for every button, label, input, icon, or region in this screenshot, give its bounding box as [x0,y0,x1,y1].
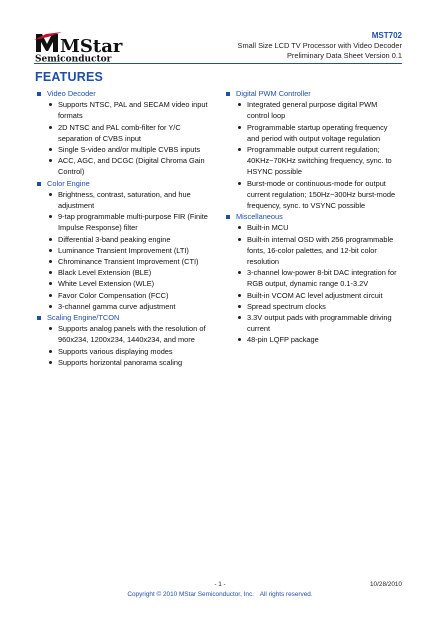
bullet-icon [238,271,241,274]
bullet-icon [49,215,52,218]
list-item [58,267,226,278]
list-item [58,245,226,256]
list-item-line: 40KHz~70KHz switching frequency, sync. to [247,156,392,166]
section-heading-text: Color Engine [47,178,90,188]
list-item [247,334,405,345]
bullet-icon [49,148,52,151]
list-item-line: Integrated general purpose digital PWM [247,100,378,110]
list-item [58,323,226,345]
list-item-line: current [247,324,271,334]
list-item-line: Programmable output current regulation; [247,145,380,155]
list-item [58,256,226,267]
page-number: - 1 - [214,581,226,588]
bullet-icon [49,327,52,330]
bullet-icon [238,294,241,297]
section-heading-text: Scaling Engine/TCON [47,313,120,323]
list-item [58,211,226,233]
list-item [58,290,226,301]
document-date: 10/28/2010 [370,581,402,588]
document-subtitle: Small Size LCD TV Processor with Video Decoder [237,41,402,50]
list-item-line: ACC, AGC, and DCGC (Digital Chroma Gain [58,156,205,166]
feature-list [36,189,226,312]
logo-subtext: Semiconductor [35,54,112,64]
section-heading [36,88,226,99]
document-header [238,30,402,61]
header-rule [34,63,402,64]
list-item-line: formats [58,111,83,121]
list-item-line: Supports horizontal panorama scaling [58,357,183,367]
bullet-icon [49,260,52,263]
list-item [247,144,405,178]
list-item-line: 9-tap programmable multi-purpose FIR (Finite [58,212,208,222]
list-item-line: Programmable startup operating frequency [247,122,388,132]
bullet-icon [49,126,52,129]
bullet-icon [49,159,52,162]
feature-list [36,323,226,368]
list-item-line: current regulation; 150Hz~300Hz burst-mode [247,189,396,199]
list-item-line: Burst-mode or continuous-mode for output [247,178,386,188]
bullet-icon [49,294,52,297]
feature-list [225,99,405,211]
list-item-line: Single S-video and/or multiple CVBS inputs [58,145,201,155]
list-item-line: 3-channel gamma curve adjustment [58,301,176,311]
list-item-line: Control) [58,167,85,177]
list-item-line: adjustment [58,201,95,211]
list-item [247,122,405,144]
section-heading [225,211,405,222]
rights-text: All rights reserved. [259,591,313,598]
list-item-line: resolution [247,257,280,267]
page-title: FEATURES [35,70,104,84]
square-bullet-icon [37,182,41,186]
section-heading-text: Digital PWM Controller [236,89,311,98]
bullet-icon [238,182,241,185]
bullet-icon [49,282,52,285]
list-item-line: control loop [247,111,286,121]
bullet-icon [49,193,52,196]
list-item-line: Built-in MCU [247,223,289,233]
bullet-icon [238,316,241,319]
bullet-icon [49,249,52,252]
list-item [247,312,405,334]
bullet-icon [238,305,241,308]
list-item [58,234,226,245]
section-heading-text: Miscellaneous [236,212,283,222]
list-item-line: Luminance Transient Improvement (LTI) [58,245,189,255]
copyright-text: Copyright © 2010 MStar Semiconductor, Inc. [127,591,254,598]
list-item [247,222,405,233]
square-bullet-icon [37,92,41,96]
bullet-icon [49,238,52,241]
copyright-line [0,591,440,598]
list-item-line: frequency, sync. to VSYNC possible [247,201,366,211]
list-item [58,99,226,121]
document-version: Preliminary Data Sheet Version 0.1 [286,51,402,60]
list-item-line: separation of CVBS input [58,133,141,143]
feature-list [36,99,226,177]
list-item [247,234,405,268]
list-item [247,267,405,289]
list-item-line: Built-in VCOM AC level adjustment circuit [247,290,383,300]
list-item [58,144,226,155]
square-bullet-icon [37,316,41,320]
list-item-line: HSYNC possible [247,167,303,177]
bullet-icon [49,350,52,353]
logo-wordmark: MStar [60,36,123,57]
list-item-line: 3.3V output pads with programmable driving [247,313,392,323]
list-item-line: fonts, 16-color palettes, and 12-bit color [247,245,377,255]
list-item [58,189,226,211]
list-item [58,155,226,177]
feature-list [225,222,405,345]
list-item-line: 960x234, 1200x234, 1440x234, and more [58,335,195,345]
bullet-icon [238,238,241,241]
list-item-line: Supports various displaying modes [58,346,173,356]
bullet-icon [49,305,52,308]
list-item-line: Built-in internal OSD with 256 programmable [247,234,394,244]
section-heading-text: Video Decoder [47,89,96,98]
right-column [225,88,405,346]
list-item-line: White Level Extension (WLE) [58,279,155,289]
section-heading [225,88,405,99]
section-heading [36,312,226,323]
list-item-line: 3-channel low-power 8-bit DAC integration for [247,268,397,278]
bullet-icon [238,103,241,106]
model-number: MST702 [371,31,402,40]
list-item-line: Brightness, contrast, saturation, and hue [58,189,191,199]
list-item-line: 2D NTSC and PAL comb-filter for Y/C [58,122,181,132]
list-item [58,346,226,357]
mstar-logo [34,30,130,64]
section-heading [36,178,226,189]
list-item-line: Black Level Extension (BLE) [58,268,152,278]
left-column [36,88,226,368]
list-item-line: Chrominance Transient Improvement (CTI) [58,257,199,267]
square-bullet-icon [226,215,230,219]
list-item [247,290,405,301]
list-item-line: Impulse Response) filter [58,223,138,233]
list-item [247,178,405,212]
list-item [58,278,226,289]
bullet-icon [49,103,52,106]
bullet-icon [238,338,241,341]
list-item-line: and period with output voltage regulation [247,133,381,143]
list-item-line: Supports analog panels with the resolution of [58,324,206,334]
bullet-icon [238,148,241,151]
list-item-line: Favor Color Compensation (FCC) [58,290,169,300]
list-item [58,301,226,312]
list-item [247,99,405,121]
list-item-line: Differential 3-band peaking engine [58,234,171,244]
list-item-line: RGB output, dynamic range 0.1-3.2V [247,279,369,289]
list-item [58,357,226,368]
list-item-line: Spread spectrum clocks [247,301,326,311]
list-item-line: Supports NTSC, PAL and SECAM video input [58,100,208,110]
square-bullet-icon [226,92,230,96]
list-item [247,301,405,312]
bullet-icon [49,361,52,364]
bullet-icon [238,126,241,129]
list-item-line: 48-pin LQFP package [247,335,319,345]
bullet-icon [49,271,52,274]
bullet-icon [238,226,241,229]
list-item [58,122,226,144]
